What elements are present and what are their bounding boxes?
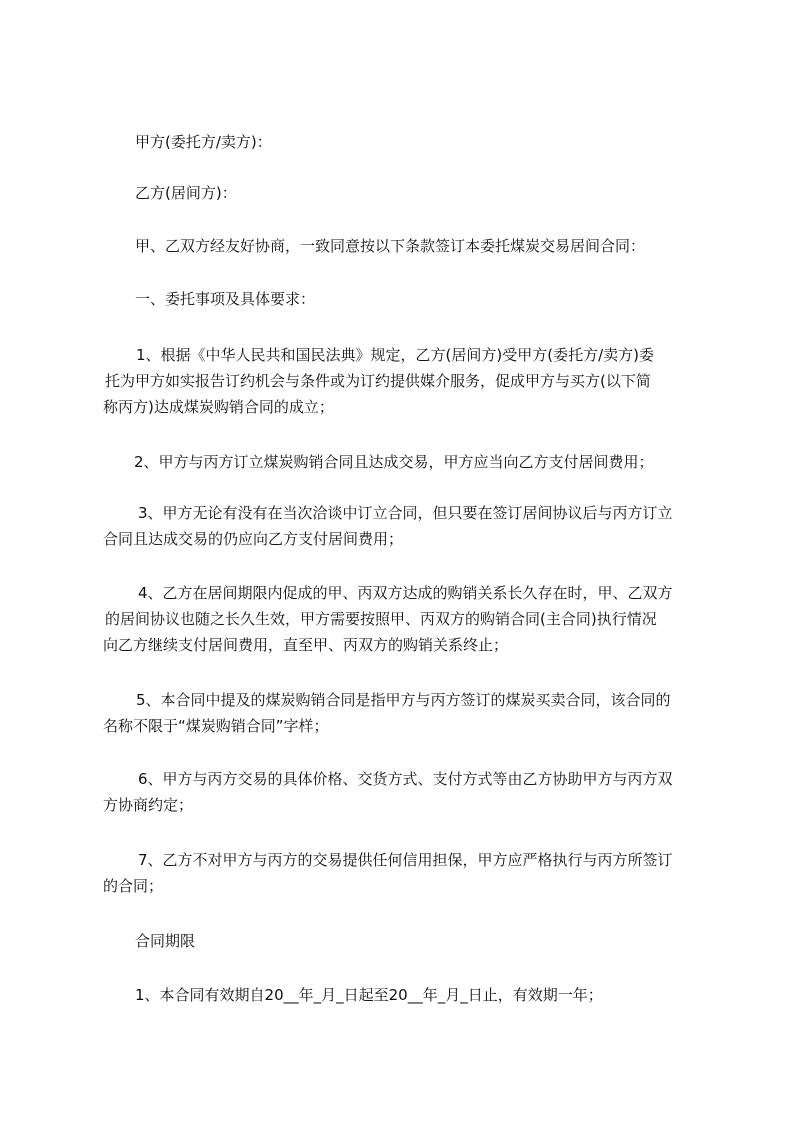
clause-6 [103,766,711,818]
clause-3-line-2: 合同且达成交易的仍应向乙方支付居间费用； [103,530,404,548]
clause-7-line-2: 的合同； [103,877,164,895]
clause-1 [103,342,711,420]
party-b-label: 乙方(居间方)： [135,184,237,202]
section1-title: 一、委托事项及具体要求： [135,290,316,308]
clause-1-line-1: 1、根据《中华人民共和国民法典》规定，乙方(居间方)受甲方(委托方/卖方)委 [136,346,655,364]
clause-5 [103,687,711,739]
clause-7 [103,847,711,899]
clause-5-line-2: 名称不限于“煤炭购销合同”字样； [103,717,329,735]
clause-5-line-1: 5、本合同中提及的煤炭购销合同是指甲方与丙方签订的煤炭买卖合同，该合同的 [136,691,671,709]
clause-1-line-2: 托为甲方如实报告订约机会与条件或为订约提供媒介服务，促成甲方与买方(以下简 [105,372,651,390]
clause-2 [103,449,711,475]
clause-4-line-1: 4、乙方在居间期限内促成的甲、丙双方达成的购销关系长久存在时，甲、乙双方 [138,584,673,602]
clause-7-line-1: 7、乙方不对甲方与丙方的交易提供任何信用担保，甲方应严格执行与丙方所签订 [138,851,673,869]
party-a-label: 甲方(委托方/卖方)： [135,133,272,151]
section2-title: 合同期限 [135,932,196,950]
clause-1-line-3: 称丙方)达成煤炭购销合同的成立； [103,398,334,416]
clause-3 [103,500,711,552]
term-clause-1: 1、本合同有效期自20__年_月_日起至20__年_月_日止，有效期一年； [135,986,603,1004]
clause-4-line-2: 的居间协议也随之长久生效，甲方需要按照甲、丙双方的购销合同(主合同)执行情况 [105,610,657,628]
clause-4 [103,580,711,658]
clause-6-line-1: 6、甲方与丙方交易的具体价格、交货方式、支付方式等由乙方协助甲方与丙方双 [138,770,673,788]
clause-6-line-2: 方协商约定； [103,796,194,814]
clause-3-line-1: 3、甲方无论有没有在当次洽谈中订立合同，但只要在签订居间协议后与丙方订立 [138,504,673,522]
clause-4-line-3: 向乙方继续支付居间费用，直至甲、丙双方的购销关系终止； [103,636,509,654]
intro-paragraph: 甲、乙双方经友好协商，一致同意按以下条款签订本委托煤炭交易居间合同： [135,237,646,255]
clause-2-line-1: 2、甲方与丙方订立煤炭购销合同且达成交易，甲方应当向乙方支付居间费用； [134,453,654,471]
